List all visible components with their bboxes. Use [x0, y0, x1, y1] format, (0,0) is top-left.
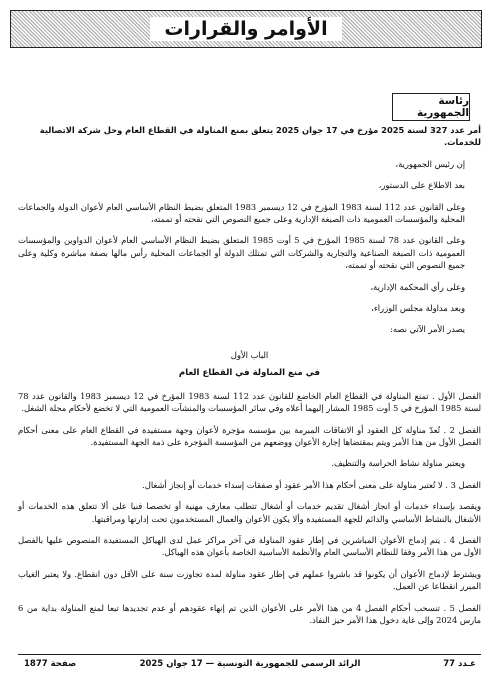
preamble-paragraph: إن رئيس الجمهورية،: [395, 158, 465, 169]
preamble-paragraph: وعلى القانون عدد 78 لسنة 1985 المؤرخ في 5 أوت 1985 المتعلق بضبط النظام الأساسي العام لأعوان الدواوين والمؤسسات العمومية ذات الصبغة الصناعية والتجارية والشركات التي تمتلك الدولة أو الجماعات المحلية رأس مالها بصفة مباشرة وكلية وعلى جميع النصوص التي نقحته أو تممته،: [18, 235, 466, 271]
page-footer: [24, 657, 476, 673]
document-body: [18, 124, 481, 635]
page-title: الأوامر والقرارات: [150, 17, 341, 42]
article-paragraph: الفصل 2 . تُعدّ مناولة كل العقود أو الاتفاقات المبرمة بين مؤسسة مؤجرة لأعوان وجهة مستفيدة في القطاع العام على معنى أحكام الفصل الأول من هذا الأمر ويتم بمقتضاها إجارة الأعوان ووضعهم من المؤسسة المؤجرة على ذمة الجهة المستفيدة.: [18, 424, 481, 447]
footer-divider: [18, 654, 481, 655]
article-paragraph: ويعتبر مناولة نشاط الحراسة والتنظيف.: [331, 458, 465, 469]
page-number: صفحة 1877: [24, 659, 77, 669]
chapter-title: في منع المناولة في القطاع العام: [178, 368, 321, 379]
article-paragraph: ويقصد بإسداء خدمات أو انجاز أشغال تقديم خدمات أو أشغال تتطلب معارف مهنية أو تخصصا فنيا على ألا تتعلق هذه الخدمات أو الأشغال بالنشاط الأساسي والدائم للجهة المستفيدة وألا يكون الأعوان والعمال المستخدمون تحت إدارتها ومراقبتها.: [18, 501, 481, 524]
preamble-paragraph: بعد الاطلاع على الدستور،: [378, 180, 465, 191]
preamble-paragraph: وعلى رأي المحكمة الإدارية،: [370, 281, 465, 292]
article-paragraph: الفصل الأول . تمنع المناولة في القطاع العام الخاضع للقانون عدد 112 لسنة 1983 المؤرخ في 12 ديسمبر 1983 والقانون عدد 78 لسنة 1985 المؤرخ في 5 أوت 1985 المشار إليهما أعلاه وفي سائر المؤسسات والمنشآت العمومية التي لا تخضع لأحكام مجلة الشغل.: [18, 390, 482, 414]
article-paragraph: الفصل 3 . لا تُعتبر مناولة على معنى أحكام هذا الأمر عقود أو صفقات إسداء خدمات أو إنجاز أشغال.: [142, 479, 481, 490]
issue-number: عـدد 77: [443, 659, 476, 669]
chapter-label: الباب الأول: [230, 349, 269, 360]
preamble-paragraph: وبعد مداولة مجلس الوزراء،: [371, 303, 465, 314]
article-paragraph: ويشترط لإدماج الأعوان أن يكونوا قد باشروا عملهم في إطار عقود مناولة لمدة تجاوزت سنة على الأقل دون انقطاع. ولا يعتبر الغياب المبرر انقطاعا عن العمل.: [18, 568, 481, 592]
article-paragraph: الفصل 5 . تنسحب أحكام الفصل 4 من هذا الأمر على الأعوان الذين تم إنهاء عقودهم أو عدم تجديدها تبعا لمنع المناولة بداية من 6 مارس 2024 وإلى غاية دخول هذا الأمر حيز النفاذ.: [18, 602, 481, 625]
header-band: [10, 10, 482, 48]
article-paragraph: الفصل 4 . يتم إدماج الأعوان المباشرين في إطار عقود المناولة في آخر مراكز عمل لدى الهياكل المستفيدة المنصوص عليها بالفصل الأول من هذا الأمر وفقا للنظام الأساسي العام والأنظمة الأساسية الخاصة بأعوان هذه الهياكل.: [18, 534, 481, 558]
order-title: أمر عدد 327 لسنة 2025 مؤرخ في 17 جوان 2025 يتعلق بمنع المناولة في القطاع العام وحل شركة الاتصالية للخدمات.: [39, 125, 481, 148]
journal-name: الرائد الرسمي للجمهورية التونسية — 17 جوان 2025: [139, 659, 361, 669]
preamble-paragraph: يصدر الأمر الآتي نصه:: [390, 324, 465, 335]
preamble-paragraph: وعلى القانون عدد 112 لسنة 1983 المؤرخ في 12 ديسمبر 1983 المتعلق بضبط النظام الأساسي العام لأعوان الدولة والجماعات المحلية والمؤسسات العمومية ذات الصبغة الإدارية وعلى جميع النصوص التي نقحته أو تممته،: [18, 201, 466, 225]
section-label: رئاسة الجمهورية: [392, 93, 470, 121]
